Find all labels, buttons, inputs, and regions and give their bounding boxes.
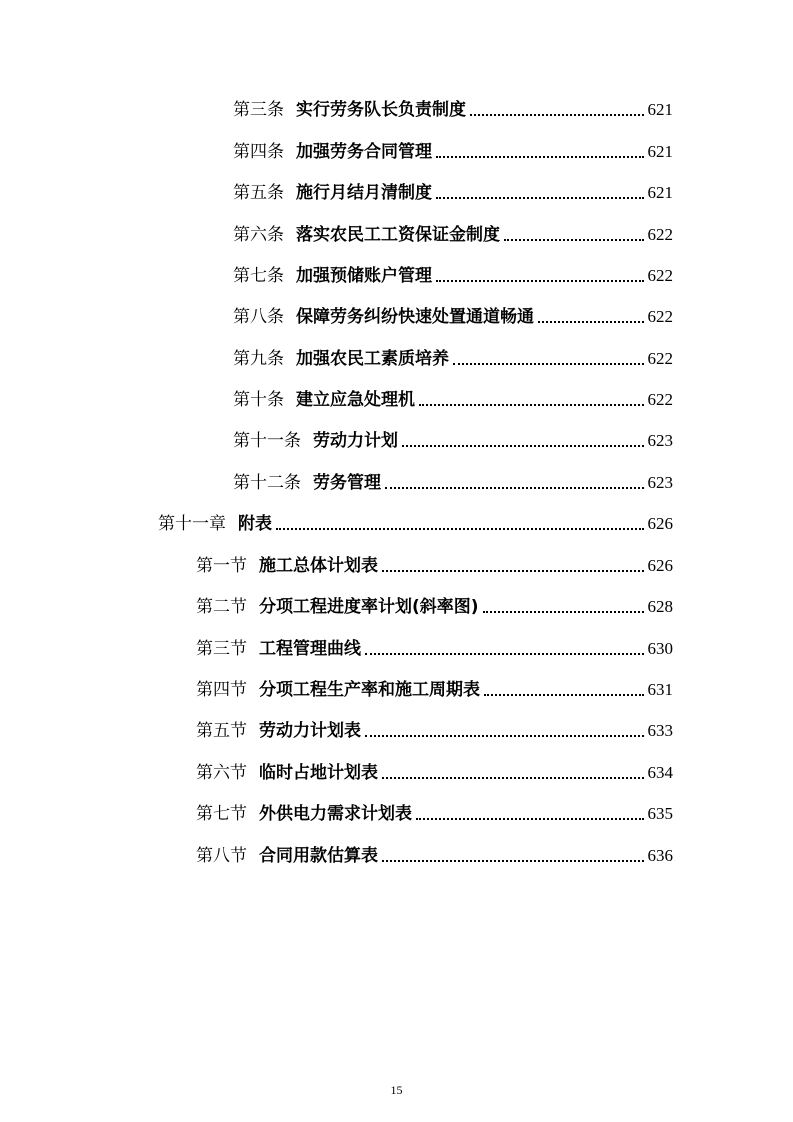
toc-entry-article[interactable]: [233, 180, 673, 206]
toc-entry-page: 628: [647, 597, 673, 616]
dot-leader: [385, 487, 644, 489]
toc-entry-number: 第十一章: [158, 514, 226, 534]
toc-entry-number: 第五节: [196, 721, 247, 741]
toc-entry-title: 工程管理曲线: [259, 639, 361, 659]
toc-entry-number: 第八条: [233, 307, 284, 327]
toc-entry-page: 622: [647, 266, 673, 285]
toc-entry-page: 623: [647, 431, 673, 450]
toc-entry-title: 加强劳务合同管理: [296, 142, 432, 162]
toc-entry-page: 621: [647, 142, 673, 161]
toc-entry-title: 实行劳务队长负责制度: [296, 100, 466, 120]
toc-entry-page: 631: [647, 680, 673, 699]
toc-entry-title: 分项工程生产率和施工周期表: [259, 680, 480, 700]
dot-leader: [484, 694, 644, 696]
toc-entry-title: 加强预储账户管理: [296, 266, 432, 286]
toc-entry-title: 临时占地计划表: [259, 763, 378, 783]
toc-entry-number: 第十一条: [233, 431, 301, 451]
toc-entry-article[interactable]: [233, 263, 673, 289]
toc-entry-page: 622: [647, 390, 673, 409]
toc-entry-page: 626: [647, 556, 673, 575]
toc-entry-page: 622: [647, 349, 673, 368]
toc-entry-number: 第一节: [196, 556, 247, 576]
toc-entry-number: 第三节: [196, 639, 247, 659]
page-number: 15: [390, 1083, 403, 1097]
toc-entry-article[interactable]: [233, 222, 673, 248]
toc-entry-page: 636: [647, 846, 673, 865]
toc-entry-number: 第三条: [233, 100, 284, 120]
toc-entry-title: 外供电力需求计划表: [259, 804, 412, 824]
dot-leader: [436, 280, 644, 282]
toc-entry-section[interactable]: [196, 801, 673, 827]
dot-leader: [276, 528, 644, 530]
toc-entry-section[interactable]: [196, 677, 673, 703]
toc-entry-section[interactable]: [196, 718, 673, 744]
toc-entry-article[interactable]: [233, 139, 673, 165]
toc-entry-title: 合同用款估算表: [259, 846, 378, 866]
toc-entry-page: 635: [647, 804, 673, 823]
dot-leader: [365, 735, 644, 737]
dot-leader: [436, 197, 644, 199]
toc-entry-article[interactable]: [233, 304, 673, 330]
toc-entry-number: 第四条: [233, 142, 284, 162]
toc-entry-title: 落实农民工工资保证金制度: [296, 225, 500, 245]
toc-entry-title: 加强农民工素质培养: [296, 349, 449, 369]
toc-entry-title: 劳务管理: [313, 473, 381, 493]
toc-entry-section[interactable]: [196, 636, 673, 662]
toc-entry-page: 621: [647, 183, 673, 202]
toc-entry-number: 第九条: [233, 349, 284, 369]
toc-entry-page: 626: [647, 514, 673, 533]
dot-leader: [436, 156, 644, 158]
toc-entry-page: 630: [647, 639, 673, 658]
toc-entry-section[interactable]: [196, 760, 673, 786]
toc-entry-section[interactable]: [196, 553, 673, 579]
toc-entry-chapter[interactable]: [158, 511, 673, 537]
dot-leader: [365, 653, 644, 655]
dot-leader: [419, 404, 644, 406]
toc-entry-number: 第十二条: [233, 473, 301, 493]
dot-leader: [453, 363, 644, 365]
toc-entry-article[interactable]: [233, 97, 673, 123]
toc-entry-page: 633: [647, 721, 673, 740]
dot-leader: [382, 860, 644, 862]
toc-entry-page: 622: [647, 225, 673, 244]
toc-entry-number: 第二节: [196, 597, 247, 617]
toc-entry-title: 施行月结月清制度: [296, 183, 432, 203]
toc-entry-title: 施工总体计划表: [259, 556, 378, 576]
toc-entry-number: 第七条: [233, 266, 284, 286]
dot-leader: [470, 114, 644, 116]
toc-entry-number: 第六节: [196, 763, 247, 783]
toc-entry-title: 建立应急处理机: [296, 390, 415, 410]
dot-leader: [538, 321, 644, 323]
toc-entry-number: 第十条: [233, 390, 284, 410]
toc-entry-page: 621: [647, 100, 673, 119]
toc-entry-page: 622: [647, 307, 673, 326]
toc-entry-number: 第八节: [196, 846, 247, 866]
toc-entry-number: 第五条: [233, 183, 284, 203]
toc-entry-title: 附表: [238, 514, 272, 534]
dot-leader: [382, 570, 644, 572]
toc-entry-number: 第六条: [233, 225, 284, 245]
toc-entry-section[interactable]: [196, 594, 673, 620]
toc-entry-article[interactable]: [233, 470, 673, 496]
toc-entry-article[interactable]: [233, 387, 673, 413]
dot-leader: [382, 777, 644, 779]
dot-leader: [416, 818, 644, 820]
toc-entry-title: 保障劳务纠纷快速处置通道畅通: [296, 307, 534, 327]
toc-entry-number: 第七节: [196, 804, 247, 824]
toc-entry-title: 劳动力计划: [313, 431, 398, 451]
toc-entry-page: 623: [647, 473, 673, 492]
dot-leader: [504, 239, 644, 241]
toc-entry-article[interactable]: [233, 346, 673, 372]
toc-entry-number: 第四节: [196, 680, 247, 700]
toc-entry-page: 634: [647, 763, 673, 782]
dot-leader: [483, 611, 644, 613]
toc-entry-article[interactable]: [233, 428, 673, 454]
toc-entry-title: 劳动力计划表: [259, 721, 361, 741]
dot-leader: [402, 445, 644, 447]
toc-entry-title: 分项工程进度率计划(斜率图): [259, 597, 479, 617]
toc-entry-section[interactable]: [196, 843, 673, 869]
